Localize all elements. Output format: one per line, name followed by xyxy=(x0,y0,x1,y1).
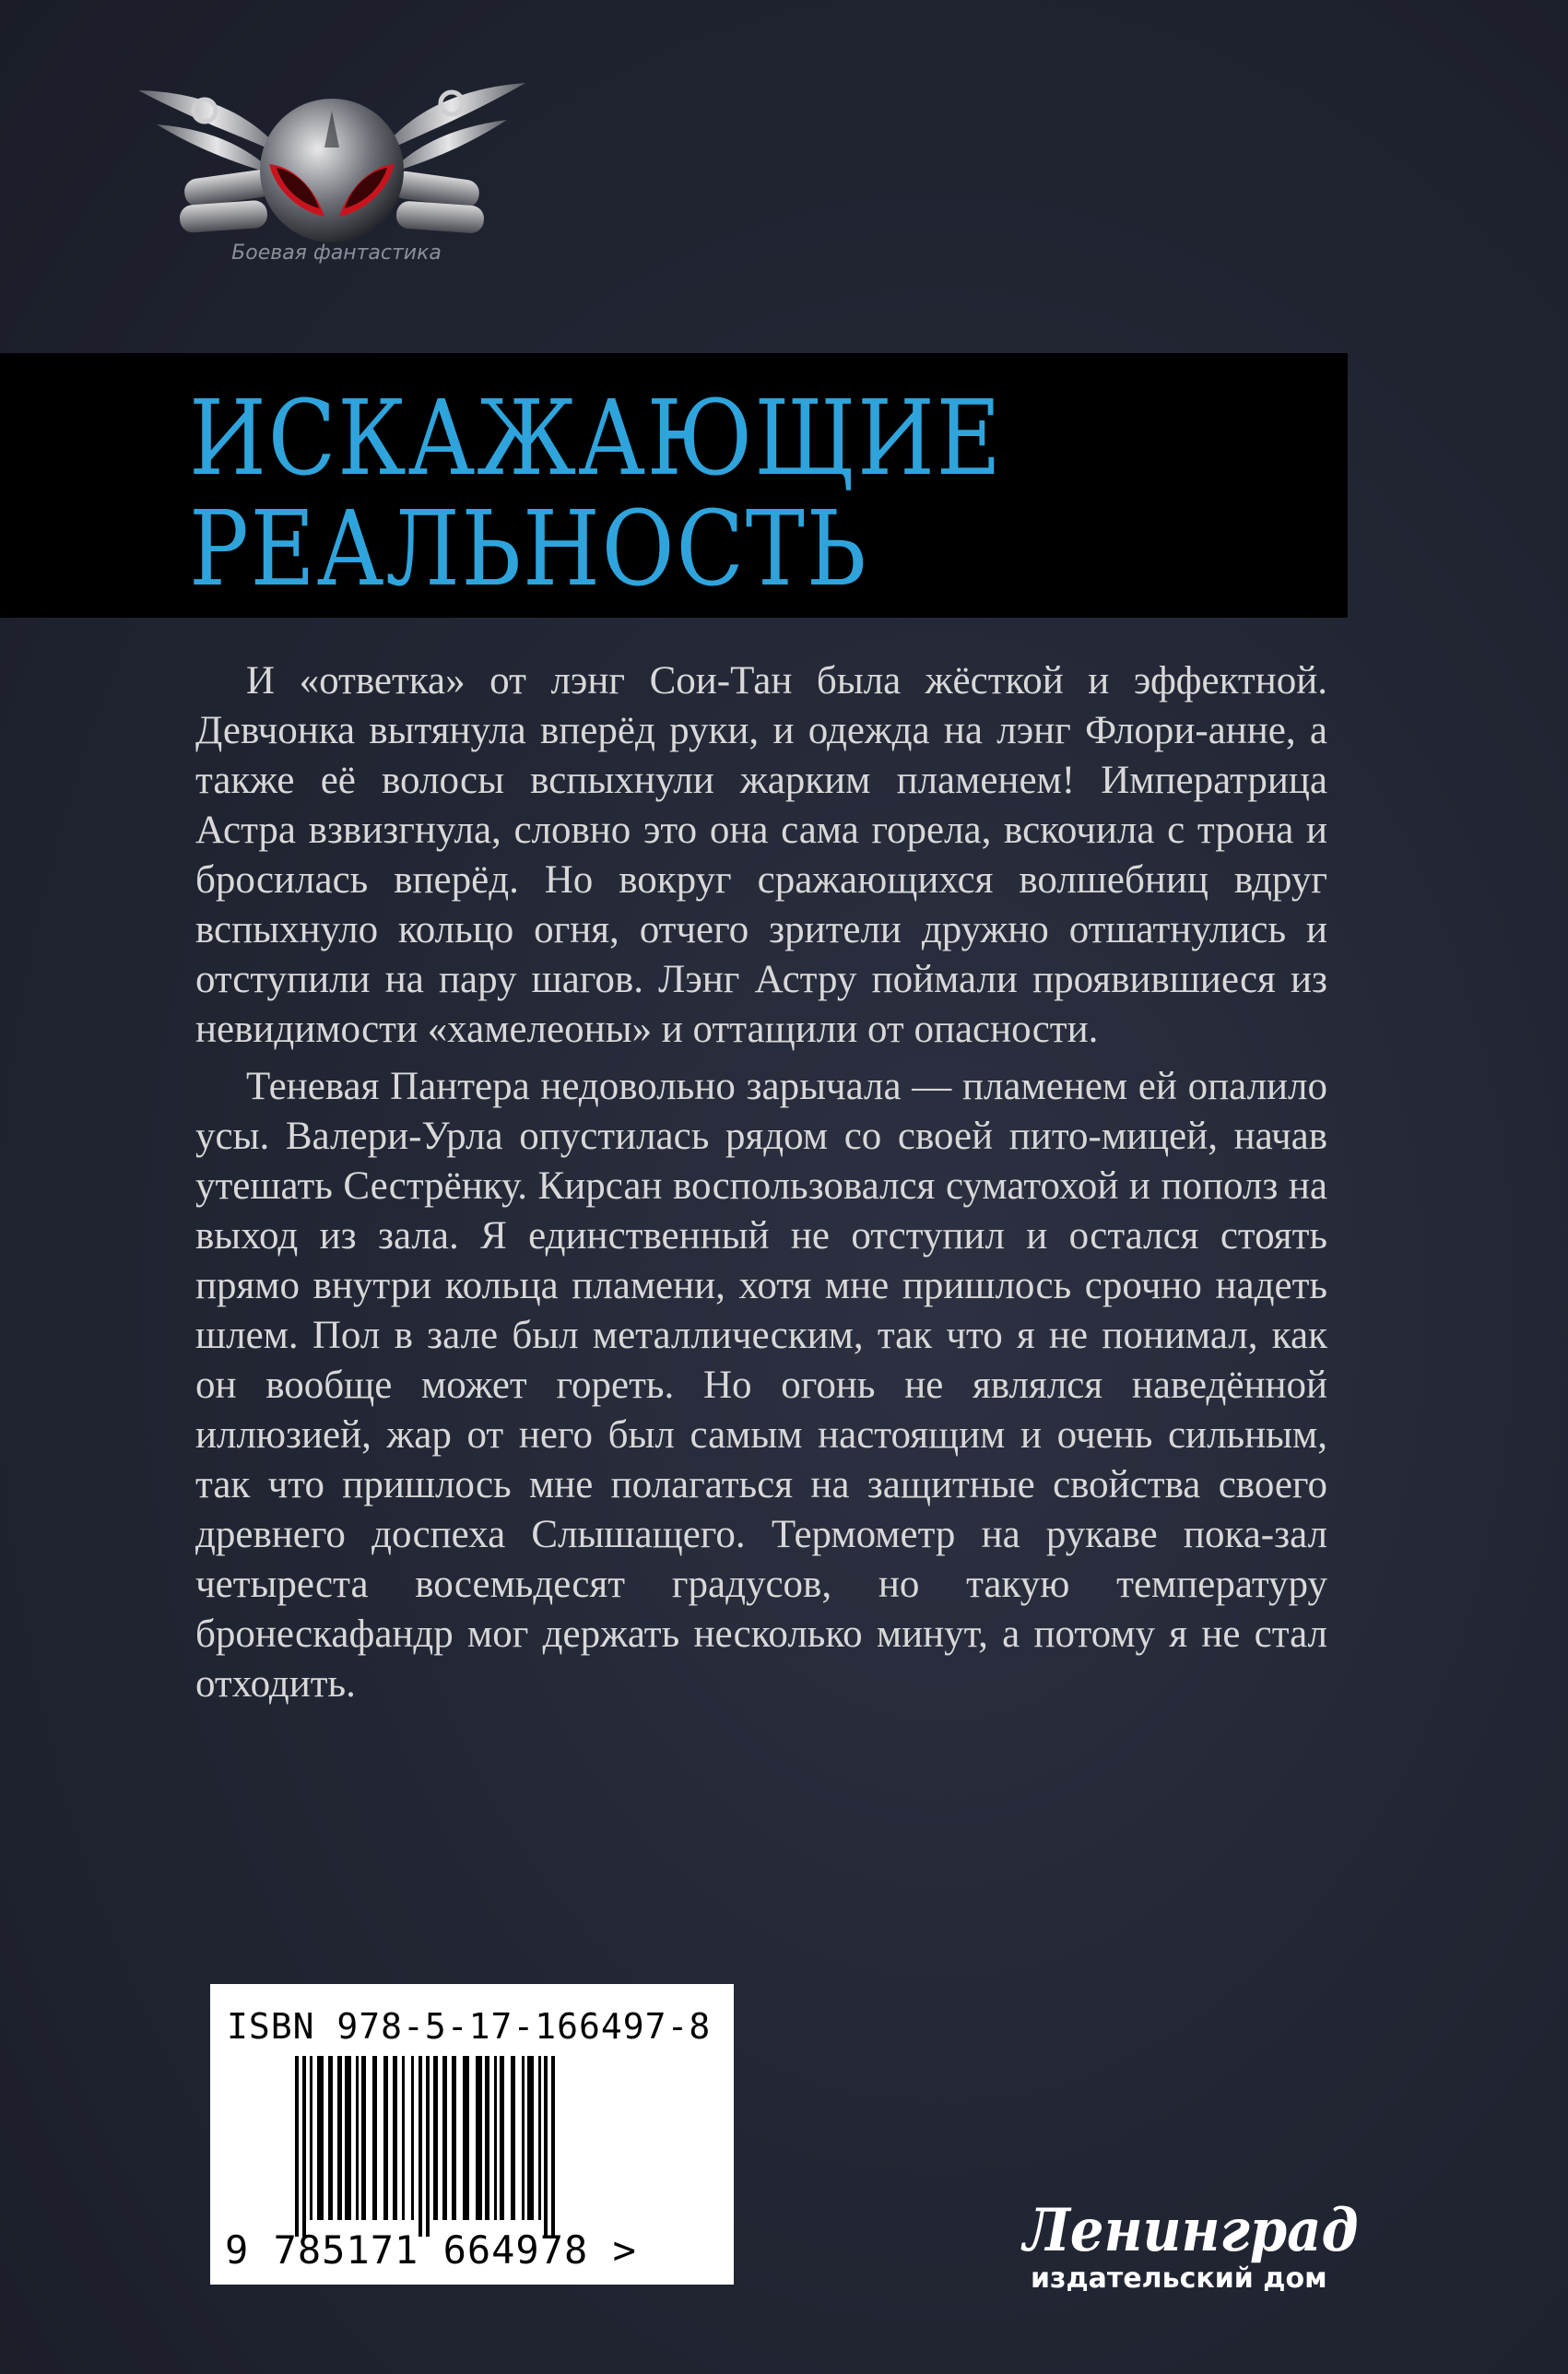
barcode-bar xyxy=(463,2056,469,2220)
barcode-bar xyxy=(345,2056,351,2220)
isbn-label: ISBN 978-5-17-166497-8 xyxy=(227,2006,712,2047)
barcode-bar xyxy=(328,2056,333,2220)
barcode-bar xyxy=(500,2056,504,2220)
barcode-bar xyxy=(442,2056,447,2220)
barcode-bar xyxy=(356,2056,359,2220)
blurb-text xyxy=(195,656,1327,1717)
barcode-bar xyxy=(337,2056,342,2220)
barcode-bar xyxy=(527,2056,534,2220)
barcode-bar xyxy=(302,2056,306,2237)
blurb-paragraph: И «ответка» от лэнг Сои-Тан была жёсткой и эффектной. Девчонка вытянула вперёд руки, и одежда на лэнг Флори-анне, а также её волосы вспыхнули жарким пламенем! Императрица Астра взвизгнула, словно это она сама горела, вскочила с трона и бросилась вперёд. Но вокруг сражающихся волшебниц вдруг вспыхнуло кольцо огня, отчего зрители дружно отшатнулись и отступили на пару шагов. Лэнг Астру поймали проявившиеся из невидимости «хамелеоны» и оттащили от опасности. xyxy=(195,659,1327,1051)
barcode-bar xyxy=(402,2056,405,2220)
barcode-bar xyxy=(419,2056,422,2237)
barcode-bar xyxy=(411,2056,414,2220)
book-title-line-1: ИСКАЖАЮЩИЕ xyxy=(189,379,1003,499)
barcode-bar xyxy=(372,2056,377,2220)
barcode-bar xyxy=(538,2056,541,2220)
barcode-bar xyxy=(426,2056,430,2237)
barcode-bar xyxy=(433,2056,438,2220)
barcode-bar xyxy=(383,2056,388,2220)
publisher-logo xyxy=(1023,2196,1373,2303)
publisher-name: Ленинград xyxy=(1023,2196,1359,2265)
barcode-bar xyxy=(544,2056,548,2237)
barcode-bar xyxy=(522,2056,525,2220)
barcode-bar xyxy=(361,2056,366,2220)
barcode-box xyxy=(210,1984,734,2285)
barcode-bar xyxy=(295,2056,299,2237)
book-title-line-2: РЕАЛЬНОСТЬ xyxy=(189,490,868,609)
barcode-bar xyxy=(317,2056,324,2220)
barcode-bar xyxy=(476,2056,482,2220)
series-caption: Боевая фантастика xyxy=(231,242,442,265)
barcode-bar xyxy=(485,2056,489,2220)
publisher-subtitle: издательский дом xyxy=(1031,2262,1327,2295)
barcode-digits: 9 785171 664978 > xyxy=(225,2227,637,2273)
barcode-bar xyxy=(551,2056,555,2237)
barcode-bar xyxy=(511,2056,515,2220)
barcode-bar xyxy=(452,2056,456,2220)
barcode-bar xyxy=(494,2056,497,2220)
barcode-bar xyxy=(310,2056,312,2220)
barcode-bar xyxy=(393,2056,397,2220)
blurb-paragraph: Теневая Пантера недовольно зарычала — пламенем ей опалило усы. Валери-Урла опустилась рядом со своей пито-мицей, начав утешать Сестрёнку. Кирсан воспользовался суматохой и пополз на выход из зала. Я единственный не отступил и остался стоять прямо внутри кольца пламени, хотя мне пришлось срочно надеть шлем. Пол в зале был металлическим, так что я не понимал, как он вообще может гореть. Но огонь не являлся наведённой иллюзией, жар от него был самым настоящим и очень сильным, так что пришлось мне полагаться на защитные свойства своего древнего доспеха Слышащего. Термометр на рукаве пока-зал четыреста восемьдесят градусов, но такую температуру бронескафандр мог держать несколько минут, а потому я не стал отходить. xyxy=(195,1065,1327,1706)
